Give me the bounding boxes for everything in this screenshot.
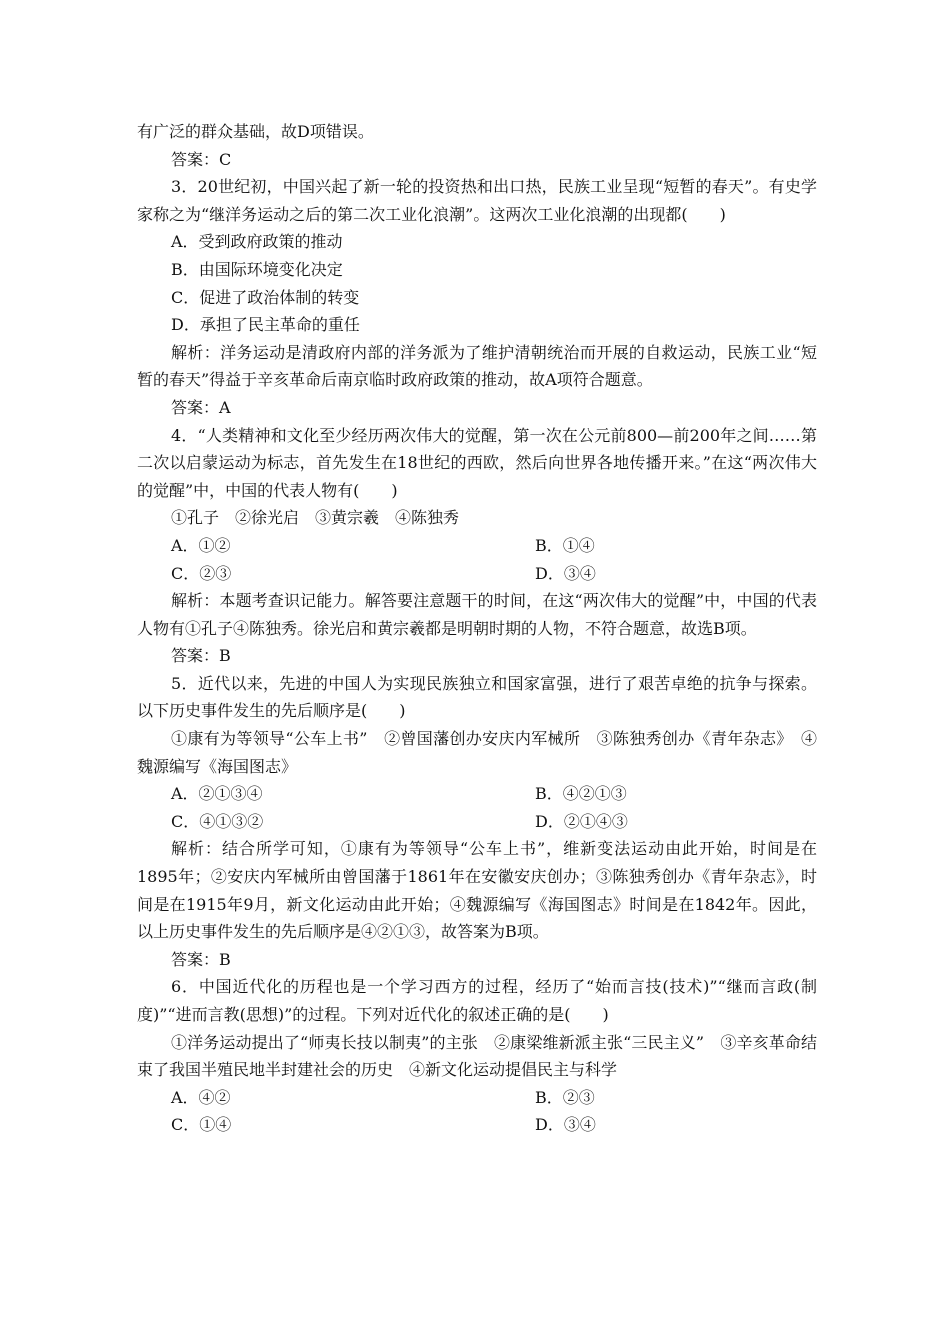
question-items: ①康有为等领导“公车上书” ②曾国藩创办安庆内军械所 ③陈独秀创办《青年杂志》 ④魏源编写《海国图志》	[137, 729, 817, 776]
question-5: 5．近代以来，先进的中国人为实现民族独立和国家富强，进行了艰苦卓绝的抗争与探索。以下历史事件发生的先后顺序是( )	[137, 673, 817, 721]
question-3: 3．20世纪初，中国兴起了新一轮的投资热和出口热，民族工业呈现“短暂的春天”。有史学家称之为“继洋务运动之后的第二次工业化浪潮”。这两次工业化浪潮的出现都( )	[137, 177, 817, 224]
option-c: C．①④	[171, 1115, 232, 1135]
option-c: C．促进了政治体制的转变	[171, 287, 360, 307]
option-row	[137, 1111, 817, 1139]
paragraph: 有广泛的群众基础，故D项错误。	[137, 122, 374, 141]
question-items: ①洋务运动提出了“师夷长技以制夷”的主张 ②康梁维新派主张“三民主义” ③辛亥革命结束了我国半殖民地半封建社会的历史 ④新文化运动提倡民主与科学	[137, 1032, 817, 1080]
option-row	[137, 560, 817, 588]
question-6: 6．中国近代化的历程也是一个学习西方的过程，经历了“始而言技(技术)”“继而言政(制度)”“进而言教(思想)”的过程。下列对近代化的叙述正确的是( )	[137, 977, 817, 1024]
option-b: B．①④	[535, 535, 595, 555]
answer-line: 答案：B	[171, 646, 231, 666]
document-page	[137, 118, 817, 1139]
option-row	[137, 1084, 817, 1112]
option-b: B．④②①③	[535, 784, 627, 804]
answer-line: 答案：B	[171, 949, 231, 969]
analysis: 解析：本题考查识记能力。解答要注意题干的时间，在这“两次伟大的觉醒”中，中国的代表人物有①孔子④陈独秀。徐光启和黄宗羲都是明朝时期的人物，不符合题意，故选B项。	[137, 591, 817, 638]
answer-line: 答案：C	[171, 149, 232, 169]
option-b: B．由国际环境变化决定	[171, 259, 343, 279]
option-row	[137, 808, 817, 836]
analysis: 解析：洋务运动是清政府内部的洋务派为了维护清朝统治而开展的自救运动，民族工业“短暂的春天”得益于辛亥革命后南京临时政府政策的推动，故A项符合题意。	[137, 342, 817, 390]
option-d: D．③④	[535, 563, 596, 583]
option-d: D．③④	[535, 1115, 596, 1135]
option-c: C．②③	[171, 563, 232, 583]
option-c: C．④①③②	[171, 811, 264, 831]
option-a: A．受到政府政策的推动	[171, 232, 343, 252]
option-row	[137, 532, 817, 560]
option-d: D．②①④③	[535, 811, 628, 831]
question-items: ①孔子 ②徐光启 ③黄宗羲 ④陈独秀	[171, 508, 460, 528]
question-4: 4．“人类精神和文化至少经历两次伟大的觉醒，第一次在公元前800—前200年之间……第二次以启蒙运动为标志，首先发生在18世纪的西欧，然后向世界各地传播开来。”在这“两次伟大的觉醒”中，中国的代表人物有( )	[137, 425, 817, 500]
option-a: A．④②	[171, 1087, 231, 1107]
option-b: B．②③	[535, 1087, 595, 1107]
answer-line: 答案：A	[171, 397, 231, 417]
option-a: A．②①③④	[171, 784, 263, 804]
option-row	[137, 780, 817, 808]
option-a: A．①②	[171, 535, 231, 555]
analysis: 解析：结合所学可知，①康有为等领导“公车上书”，维新变法运动由此开始，时间是在1895年；②安庆内军械所由曾国藩于1861年在安徽安庆创办；③陈独秀创办《青年杂志》，时间是在1915年9月，新文化运动由此开始；④魏源编写《海国图志》时间是在1842年。因此，以上历史事件发生的先后顺序是④②①③，故答案为B项。	[137, 839, 817, 942]
option-d: D．承担了民主革命的重任	[171, 315, 360, 335]
